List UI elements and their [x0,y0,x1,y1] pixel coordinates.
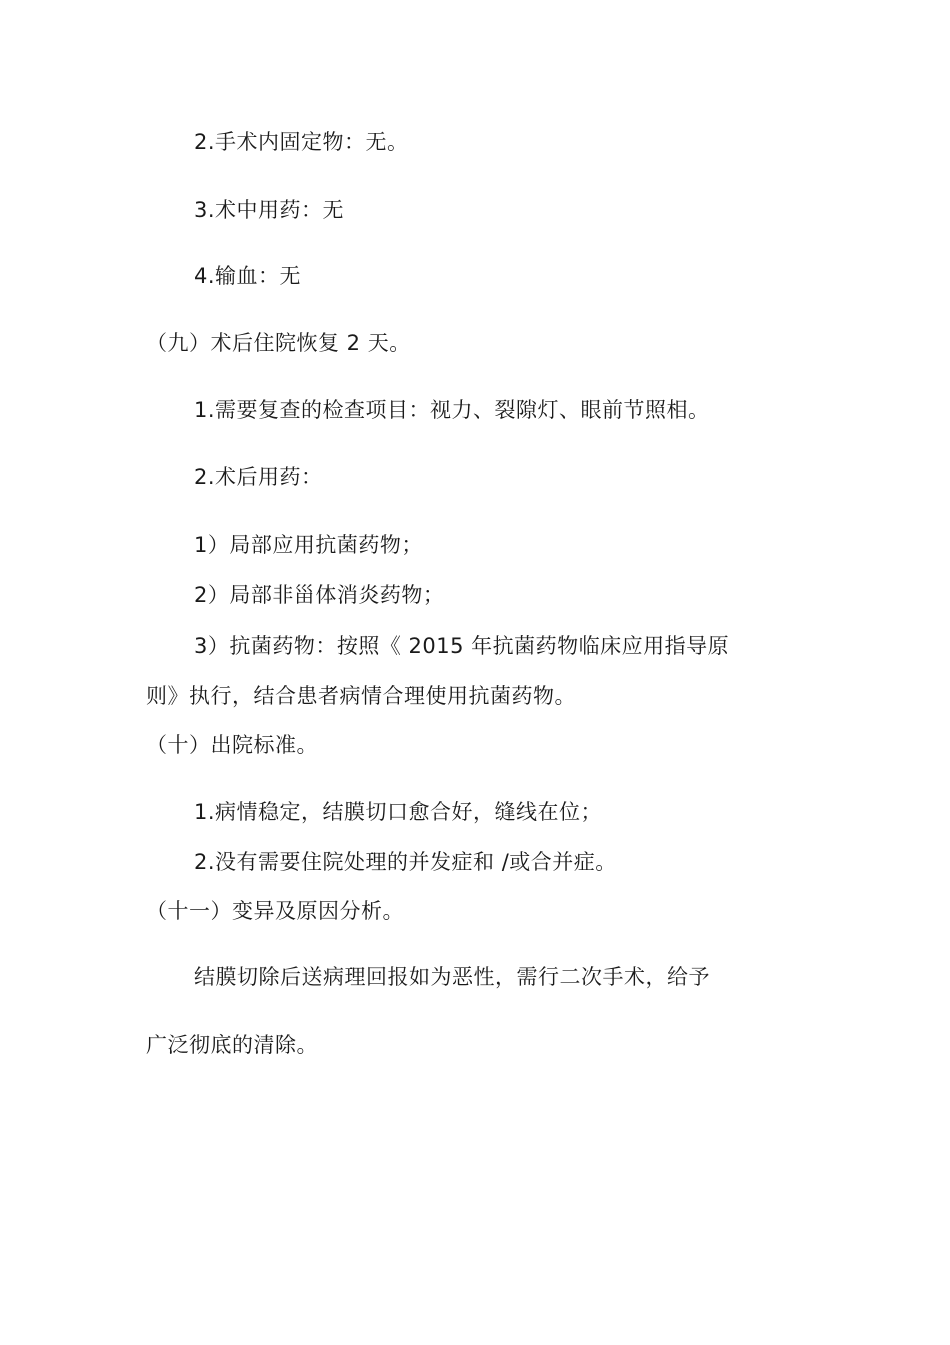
text-line-pathology-continuation: 广泛彻底的清除。 [146,1033,318,1057]
section-heading-variation-analysis: （十一）变异及原因分析。 [146,899,404,923]
text-line-recheck-items: 1.需要复查的检查项目：视力、裂隙灯、眼前节照相。 [194,398,710,422]
text-line-guideline-continuation: 则》执行，结合患者病情合理使用抗菌药物。 [146,684,576,708]
text-line-condition-stable: 1.病情稳定，结膜切口愈合好，缝线在位； [194,800,603,824]
section-heading-discharge-criteria: （十）出院标准。 [146,733,318,757]
text-line-postop-medication: 2.术后用药： [194,465,323,489]
section-heading-postop-stay: （九）术后住院恢复 2 天。 [146,331,411,355]
text-line-no-complications: 2.没有需要住院处理的并发症和 /或合并症。 [194,850,617,874]
text-line-transfusion: 4.输血：无 [194,264,302,288]
list-item-antibacterial-guideline: 3）抗菌药物：按照《 2015 年抗菌药物临床应用指导原 [194,634,730,658]
text-line-implant: 2.手术内固定物：无。 [194,130,409,154]
text-line-pathology: 结膜切除后送病理回报如为恶性，需行二次手术，给予 [194,965,710,989]
text-line-intraop-medication: 3.术中用药：无 [194,198,345,222]
list-item-topical-antibacterial: 1）局部应用抗菌药物； [194,533,423,557]
list-item-nsaid: 2）局部非甾体消炎药物； [194,583,445,607]
